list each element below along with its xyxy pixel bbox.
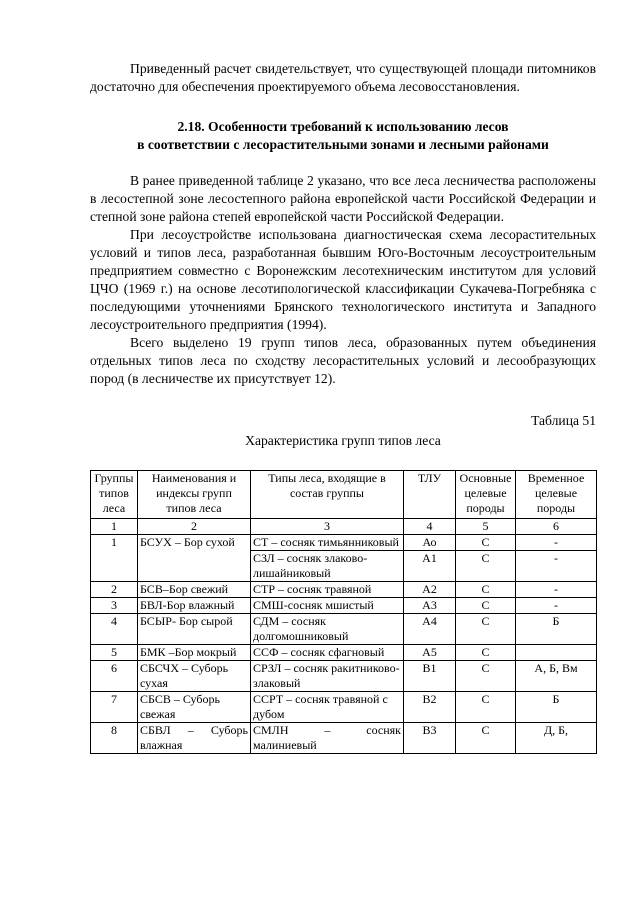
cell-name: СБСЧХ – Суборь сухая [138, 661, 251, 692]
cell-tlu: В2 [404, 692, 456, 723]
document-page [90, 60, 596, 754]
cell-main: С [456, 692, 516, 723]
cell-name: БМК –Бор мокрый [138, 645, 251, 661]
paragraph-zones: В ранее приведенной таблице 2 указано, что все леса лесничества расположены в лесостепной зоне лесостепного района европейской части Российской Федерации и степной зоне района степей европейской части Российской Федерации. [90, 173, 596, 224]
cell-name: СБСВ – Суборь свежая [138, 692, 251, 723]
cell-tlu: А2 [404, 582, 456, 598]
cell-name: СБВЛ – Суборь влажная [138, 723, 251, 754]
cell-group: 3 [91, 598, 138, 614]
cell-tlu: А3 [404, 598, 456, 614]
header-tlu: ТЛУ [404, 471, 456, 519]
cell-main: С [456, 645, 516, 661]
cell-temp [516, 645, 597, 661]
forest-types-table [90, 470, 597, 754]
header-main-species: Основные целевые породы [456, 471, 516, 519]
cell-main: С [456, 614, 516, 645]
table-row [91, 614, 597, 645]
table-row [91, 551, 597, 582]
table-header-row [91, 471, 597, 519]
heading-line-1: 2.18. Особенности требований к использованию лесов [177, 119, 509, 134]
col-number: 2 [138, 519, 251, 535]
cell-type: СМЛН – сосняк малиниевый [251, 723, 404, 754]
table-row [91, 582, 597, 598]
table-row [91, 661, 597, 692]
col-number: 5 [456, 519, 516, 535]
cell-group: 2 [91, 582, 138, 598]
table-row [91, 645, 597, 661]
cell-type: ССФ – сосняк сфагновый [251, 645, 404, 661]
cell-group: 7 [91, 692, 138, 723]
cell-main: С [456, 598, 516, 614]
col-number: 6 [516, 519, 597, 535]
table-row [91, 535, 597, 551]
cell-type: СТ – сосняк тимьянниковый [251, 535, 404, 551]
cell-temp: А, Б, Вм [516, 661, 597, 692]
cell-tlu: А5 [404, 645, 456, 661]
paragraph-groups: Всего выделено 19 групп типов леса, образованных путем объединения отдельных типов леса по сходству лесорастительных условий и лесообразующих пород (в лесничестве их присутствует 12). [90, 335, 596, 386]
table-caption: Характеристика групп типов леса [245, 433, 441, 448]
cell-group: 6 [91, 661, 138, 692]
section-heading [90, 118, 596, 154]
header-types: Типы леса, входящие в состав группы [251, 471, 404, 519]
cell-temp: - [516, 551, 597, 582]
cell-temp: - [516, 582, 597, 598]
header-group: Группы типов леса [91, 471, 138, 519]
cell-group: 8 [91, 723, 138, 754]
heading-line-2: в соответствии с лесорастительными зонами и лесными районами [137, 137, 549, 152]
col-number: 1 [91, 519, 138, 535]
cell-name [138, 551, 251, 582]
cell-tlu: В1 [404, 661, 456, 692]
cell-tlu: Ао [404, 535, 456, 551]
table-label: Таблица 51 [531, 413, 596, 428]
cell-main: С [456, 582, 516, 598]
table-row [91, 723, 597, 754]
cell-tlu: А4 [404, 614, 456, 645]
cell-type: СДМ – сосняк долгомошниковый [251, 614, 404, 645]
cell-main: С [456, 723, 516, 754]
cell-group: 1 [91, 535, 138, 551]
cell-main: С [456, 661, 516, 692]
cell-temp: - [516, 598, 597, 614]
cell-name: БСВ–Бор свежий [138, 582, 251, 598]
cell-main: С [456, 551, 516, 582]
cell-main: С [456, 535, 516, 551]
table-row [91, 598, 597, 614]
cell-group: 4 [91, 614, 138, 645]
cell-group: 5 [91, 645, 138, 661]
cell-name: БСЫР- Бор сырой [138, 614, 251, 645]
paragraph-method: При лесоустройстве использована диагностическая схема лесорастительных условий и типов леса, разработанная бывшим Юго-Восточным лесоустроительным предприятием совместно с Воронежским лесотехническим институтом для условий ЦЧО (1969 г.) на основе лесотипологической классификации Сукачева-Погребняка с последующими уточнениями Брянского технологического института и Западного лесоустроительного предприятия (1994). [90, 227, 596, 332]
cell-name: БСУХ – Бор сухой [138, 535, 251, 551]
header-name: Наименования и индексы групп типов леса [138, 471, 251, 519]
cell-temp: Б [516, 614, 597, 645]
table-number-row [91, 519, 597, 535]
col-number: 3 [251, 519, 404, 535]
cell-type: СТР – сосняк травяной [251, 582, 404, 598]
cell-tlu: А1 [404, 551, 456, 582]
cell-type: СРЗЛ – сосняк ракитниково-злаковый [251, 661, 404, 692]
table-row [91, 692, 597, 723]
cell-temp: Б [516, 692, 597, 723]
cell-type: СМШ-сосняк мшистый [251, 598, 404, 614]
cell-group [91, 551, 138, 582]
cell-type: СЗЛ – сосняк злаково-лишайниковый [251, 551, 404, 582]
paragraph-nursery: Приведенный расчет свидетельствует, что существующей площади питомников достаточно для обеспечения проектируемого объема лесовосстановления. [90, 61, 596, 94]
col-number: 4 [404, 519, 456, 535]
header-temp-species: Временное целевые породы [516, 471, 597, 519]
cell-tlu: В3 [404, 723, 456, 754]
cell-name: БВЛ-Бор влажный [138, 598, 251, 614]
cell-temp: Д, Б, [516, 723, 597, 754]
cell-temp: - [516, 535, 597, 551]
cell-type: ССРТ – сосняк травяной с дубом [251, 692, 404, 723]
